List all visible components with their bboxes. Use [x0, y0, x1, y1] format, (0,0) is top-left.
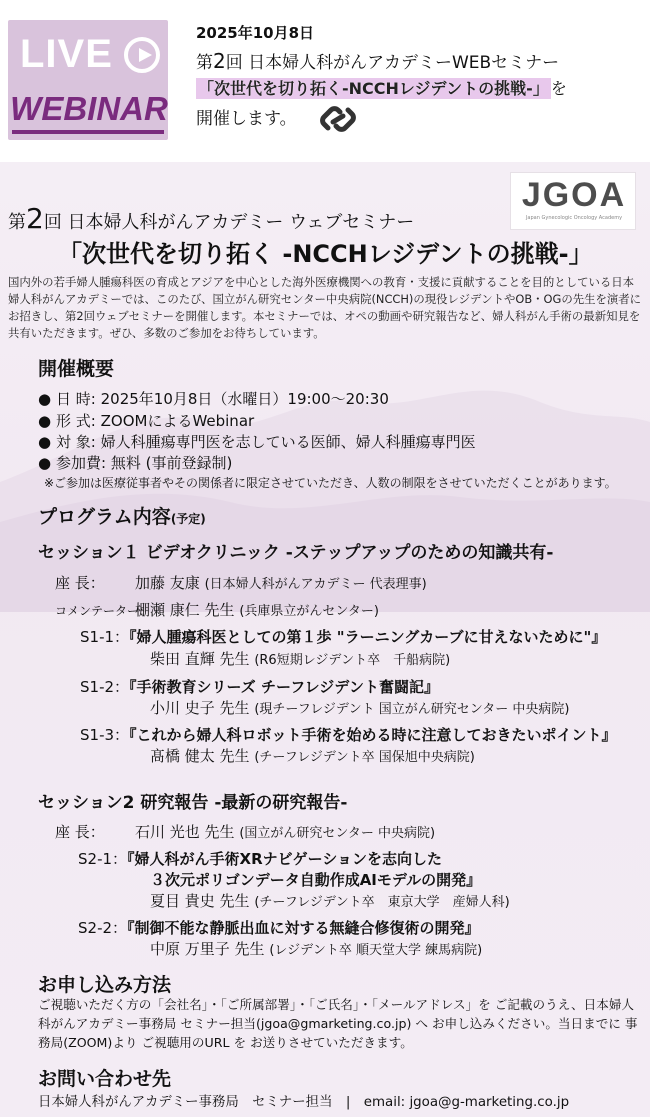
speaker-s2-1: [150, 890, 510, 911]
overview-label: 日 時:: [56, 390, 96, 408]
flyer-main-title: 「次世代を切り拓く -NCCHレジデントの挑戦-」: [58, 240, 593, 268]
event-date: 2025年10月8日: [196, 24, 315, 42]
session2-chair: [55, 821, 435, 842]
chair-label: 座 長：: [55, 823, 105, 841]
live-webinar-badge: [8, 20, 168, 140]
speaker-name: 小川 史子 先生: [150, 699, 250, 717]
talk-code: S1-3：: [80, 726, 130, 744]
header-subtitle: 「次世代を切り拓く-NCCHレジデントの挑戦-」: [198, 79, 549, 98]
overview-note: ※ご参加は医療従事者やその関係者に限定させていただき、人数の制限をさせていただくことがあります。: [44, 476, 617, 490]
chair-name: 加藤 友康: [135, 574, 200, 592]
overview-label: 形 式:: [56, 412, 96, 430]
intro-text: 国内外の若手婦人腫瘍科医の育成とアジアを中心とした海外医療機関への教育・支援に貢献することを目的としている日本婦人科がんアカデミーでは、このたび、国立がん研究センター中央病院(NCCH)の現役レジデントやOB・OGの先生を演者にお招きし、第2回ウェブセミナーを開催します。本セミナーでは、オペの動画や研究報告など、婦人科がん手術の最新知見を共有いただきます。ぜひ、多数のご参加をお待ちしています。: [8, 275, 642, 341]
speaker-name: 髙橋 健太 先生: [150, 747, 250, 765]
overview-label: 参加費:: [56, 454, 107, 472]
flyer-title-prefix: 第: [8, 212, 26, 233]
talk-code: S1-2：: [80, 678, 130, 696]
play-icon: [124, 37, 160, 73]
overview-row-format: [38, 410, 254, 431]
header-title-rest: 回 日本婦人科がんアカデミーWEBセミナー: [225, 53, 560, 73]
apply-heading: お申し込み方法: [38, 974, 172, 996]
chair-name: 石川 光也 先生: [135, 823, 235, 841]
contact-heading: お問い合わせ先: [38, 1068, 172, 1090]
speaker-name: 夏目 貴史 先生: [150, 892, 250, 910]
overview-row-date: [38, 388, 389, 409]
seminar-flyer: [0, 162, 650, 1117]
header-subtitle-row: [196, 76, 567, 99]
talk-title: 『婦人科がん手術XRナビゲーションを志向した: [127, 850, 443, 868]
logo-text: JGOA: [521, 176, 627, 214]
overview-label: 対 象:: [56, 433, 96, 451]
speaker-affiliation: (R6短期レジデント卒 千船病院): [254, 653, 451, 668]
overview-value: ZOOMによるWebinar: [100, 412, 255, 430]
session1-chair: [55, 572, 427, 593]
chair-affiliation: (国立がん研究センター 中央病院): [239, 826, 436, 841]
talk-s2-2: [78, 917, 480, 938]
logo-subtext: Japan Gynecologic Oncology Academy: [525, 215, 623, 221]
flyer-title-num: 2: [26, 202, 44, 235]
flyer-title: [8, 202, 414, 235]
session1-title: セッション１ ビデオクリニック -ステップアップのための知識共有-: [38, 543, 554, 563]
header-title-prefix: 第: [196, 53, 213, 73]
page-header: [0, 0, 650, 162]
speaker-name: 中原 万里子 先生: [150, 940, 265, 958]
program-heading-note: (予定): [170, 512, 206, 526]
chair-affiliation: (日本婦人科がんアカデミー 代表理事): [204, 577, 427, 592]
speaker-s1-3: [150, 745, 475, 766]
speaker-s1-2: [150, 697, 569, 718]
talk-code: S1-1：: [80, 628, 130, 646]
commentator-label: コメンテーター：: [55, 604, 152, 618]
bullet-icon: ●: [38, 390, 52, 408]
apply-text: ご視聴いただく方の「会社名」・「ご所属部署」・「ご氏名」・「メールアドレス」を ご記載のうえ、日本婦人科がんアカデミー事務局 セミナー担当(jgoa@gmarketing.co.jp) へ お申し込みください。当日までに 事務局(ZOOM)より ご視聴用のURL を お送りさせていただきます。: [38, 997, 638, 1050]
program-heading: [38, 502, 206, 529]
header-subtitle-suffix: を: [550, 79, 567, 98]
speaker-name: 柴田 直輝 先生: [150, 650, 250, 668]
bullet-icon: ●: [38, 433, 52, 451]
speaker-affiliation: (チーフレジデント卒 東京大学 産婦人科): [254, 895, 510, 910]
talk-title: 『制御不能な静脈出血に対する無縫合修復術の開発』: [127, 919, 480, 937]
session2-title: セッション2 研究報告 -最新の研究報告-: [38, 793, 348, 813]
overview-row-target: [38, 431, 476, 452]
overview-heading: 開催概要: [38, 358, 115, 380]
link-icon[interactable]: [318, 102, 358, 136]
header-title-num: 2: [213, 49, 226, 73]
speaker-affiliation: (レジデント卒 順天堂大学 練馬病院): [269, 943, 483, 958]
flyer-title-rest: 回 日本婦人科がんアカデミー ウェブセミナー: [43, 212, 415, 233]
overview-value: 婦人科腫瘍専門医を志している医師、婦人科腫瘍専門医: [100, 433, 476, 451]
talk-title: 『これから婦人科ロボット手術を始める時に注意しておきたいポイント』: [129, 726, 617, 744]
badge-underline: [12, 130, 164, 134]
speaker-affiliation: (チーフレジデント卒 国保旭中央病院): [254, 750, 475, 765]
talk-s2-1-title-line2: ３次元ポリゴンデータ自動作成AIモデルの開発』: [150, 871, 482, 889]
chair-label: 座 長：: [55, 574, 105, 592]
jgoa-logo: [510, 172, 636, 230]
talk-title: 『婦人腫瘍科医としての第１歩 "ラーニングカーブに甘えないために"』: [129, 628, 607, 646]
badge-webinar-text: WEBINAR: [10, 90, 168, 127]
header-open-text: 開催します。: [196, 109, 297, 129]
talk-code: S2-2：: [78, 919, 128, 937]
header-title: [196, 48, 559, 73]
speaker-s1-1: [150, 648, 450, 669]
talk-s2-1: [78, 848, 442, 869]
commentator-name: 棚瀬 康仁 先生: [135, 601, 235, 619]
overview-value: 無料 (事前登録制): [110, 454, 233, 472]
overview-row-fee: [38, 452, 232, 473]
session1-commentator: [55, 599, 379, 620]
talk-code: S2-1：: [78, 850, 128, 868]
bullet-icon: ●: [38, 454, 52, 472]
speaker-affiliation: (現チーフレジデント 国立がん研究センター 中央病院): [254, 702, 570, 717]
bullet-icon: ●: [38, 412, 52, 430]
talk-s1-3: [80, 724, 617, 745]
talk-title: 『手術教育シリーズ チーフレジデント奮闘記』: [129, 678, 439, 696]
badge-live-text: LIVE: [20, 32, 113, 76]
overview-value: 2025年10月8日（水曜日）19:00～20:30: [100, 390, 389, 408]
contact-info[interactable]: 日本婦人科がんアカデミー事務局 セミナー担当 | email: jgoa@g-marketing.co.jp: [38, 1095, 570, 1110]
talk-s1-2: [80, 676, 439, 697]
commentator-affiliation: (兵庫県立がんセンター): [239, 604, 379, 619]
speaker-s2-2: [150, 938, 482, 959]
program-heading-text: プログラム内容: [38, 506, 171, 528]
talk-s1-1: [80, 626, 606, 647]
